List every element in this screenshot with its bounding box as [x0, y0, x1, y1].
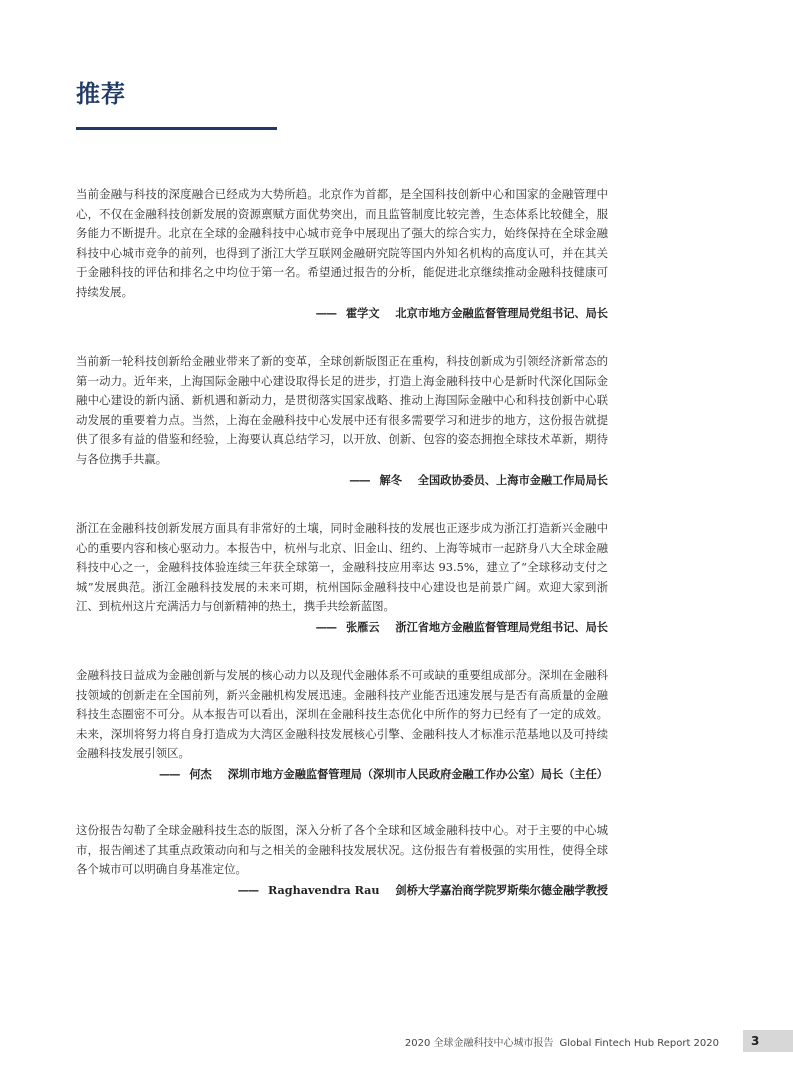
attribution-dash: ——	[315, 305, 337, 320]
page-heading: 推荐	[76, 80, 126, 108]
recommendation-quote	[76, 185, 608, 323]
attribution-name: 何杰	[189, 766, 212, 781]
attribution-title: 北京市地方金融监督管理局党组书记、局长	[395, 305, 608, 320]
page-footer	[0, 1030, 793, 1052]
footer-report-en: Global Fintech Hub Report 2020	[559, 1038, 719, 1049]
attribution-name: Raghavendra Rau	[267, 882, 380, 897]
attribution-title: 深圳市地方金融监督管理局（深圳市人民政府金融工作办公室）局长（主任）	[227, 766, 608, 781]
heading-underline	[76, 127, 277, 130]
quote-attribution	[76, 764, 608, 784]
quote-attribution	[76, 470, 608, 490]
page-number: 3	[743, 1030, 793, 1052]
quote-text: 当前金融与科技的深度融合已经成为大势所趋。北京作为首都，是全国科技创新中心和国家的金融管理中心，不仅在金融科技创新发展的资源禀赋方面优势突出，而且监管制度比较完善，生态体系比较健全，服务能力不断提升。北京在全球的金融科技中心城市竞争中展现出了强大的综合实力，始终保持在全球金融科技中心城市竞争的前列，也得到了浙江大学互联网金融研究院等国内外知名机构的高度认可，并在其关于金融科技的评估和排名之中均位于第一名。希望通过报告的分析，能促进北京继续推动金融科技健康可持续发展。	[76, 187, 608, 299]
quote-attribution	[76, 617, 608, 637]
attribution-name: 张雁云	[345, 619, 380, 634]
quote-text: 这份报告勾勒了全球金融科技生态的版图，深入分析了各个全球和区域金融科技中心。对于主要的中心城市，报告阐述了其重点政策动向和与之相关的金融科技发展状况。这份报告有着极强的实用性，使得全球各个城市可以明确自身基准定位。	[76, 823, 608, 877]
quote-text: 当前新一轮科技创新给金融业带来了新的变革，全球创新版图正在重构，科技创新成为引领经济新常态的第一动力。近年来，上海国际金融中心建设取得长足的进步，打造上海金融科技中心是新时代深化国际金融中心建设的新内涵、新机遇和新动力，是贯彻落实国家战略、推动上海国际金融中心和科技创新中心联动发展的重要着力点。当然，上海在金融科技中心发展中还有很多需要学习和进步的地方，这份报告就提供了很多有益的借鉴和经验，上海要认真总结学习，以开放、创新、包容的姿态拥抱全球技术革新，期待与各位携手共赢。	[76, 354, 608, 466]
attribution-dash: ——	[237, 882, 259, 897]
attribution-dash: ——	[315, 619, 337, 634]
recommendation-quote	[76, 519, 608, 637]
quote-attribution	[76, 880, 608, 900]
recommendation-quote	[76, 666, 608, 784]
attribution-dash: ——	[159, 766, 180, 781]
quote-text: 浙江在金融科技创新发展方面具有非常好的土壤，同时金融科技的发展也正逐步成为浙江打造新兴金融中心的重要内容和核心驱动力。本报告中，杭州与北京、旧金山、纽约、上海等城市一起跻身八大全球金融科技中心之一，金融科技体验连续三年获全球第一，金融科技应用率达 93.5%，建立了“全球移动支付之城”发展典范。浙江金融科技发展的未来可期，杭州国际金融科技中心建设也是前景广阔。欢迎大家到浙江、到杭州这片充满活力与创新精神的热土，携手共绘新蓝图。	[76, 521, 608, 614]
attribution-title: 剑桥大学嘉治商学院罗斯柴尔德金融学教授	[395, 882, 608, 897]
quote-attribution	[76, 303, 608, 323]
quote-text: 金融科技日益成为金融创新与发展的核心动力以及现代金融体系不可或缺的重要组成部分。深圳在金融科技领域的创新走在全国前列，新兴金融机构发展迅速。金融科技产业能否迅速发展与是否有高质量的金融科技生态圈密不可分。从本报告可以看出，深圳在金融科技生态优化中所作的努力已经有了一定的成效。未来，深圳将努力将自身打造成为大湾区金融科技发展核心引擎、金融科技人才标准示范基地以及可持续金融科技发展引领区。	[76, 668, 608, 761]
attribution-title: 全国政协委员、上海市金融工作局局长	[417, 472, 608, 487]
footer-report-cn: 2020 全球金融科技中心城市报告	[404, 1038, 554, 1049]
attribution-title: 浙江省地方金融监督管理局党组书记、局长	[395, 619, 608, 634]
attribution-name: 解冬	[379, 472, 402, 487]
footer-report-title	[405, 1034, 719, 1049]
recommendation-quote	[76, 352, 608, 490]
attribution-dash: ——	[349, 472, 370, 487]
recommendation-quote	[76, 821, 608, 900]
attribution-name: 霍学文	[345, 305, 380, 320]
